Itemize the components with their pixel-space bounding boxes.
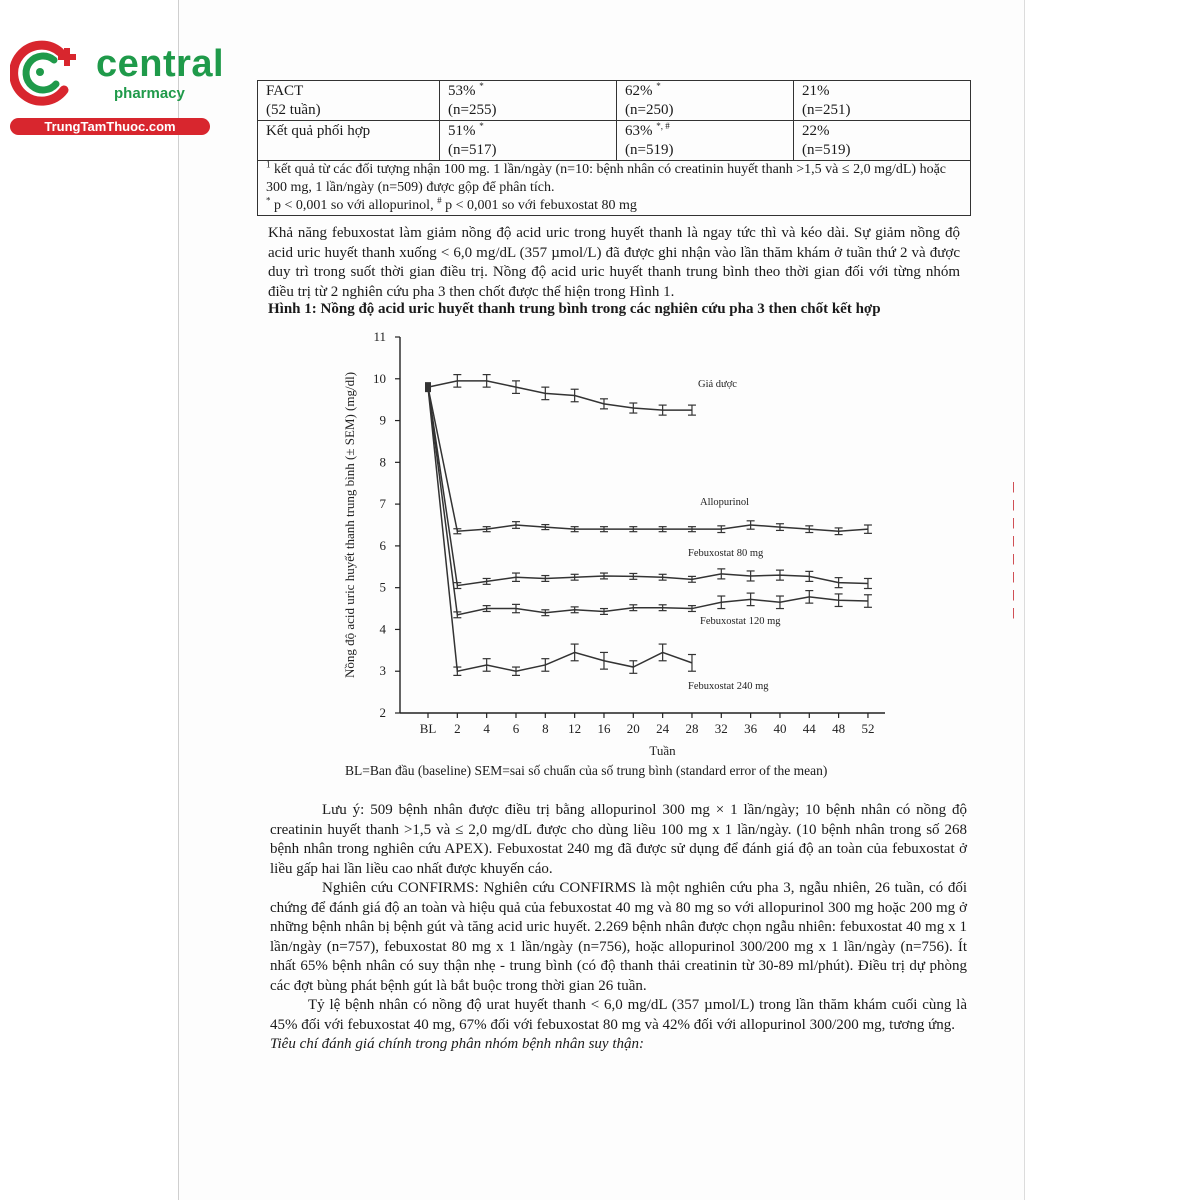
- x-tick-label: 2: [454, 721, 461, 736]
- table-row: [258, 121, 971, 161]
- cell-percent: 51%: [448, 123, 476, 139]
- x-tick-label: 24: [656, 721, 670, 736]
- x-tick-label: 52: [861, 721, 875, 736]
- x-tick-label: 40: [773, 721, 787, 736]
- cell-n: (n=519): [625, 142, 674, 158]
- row-label: FACT: [266, 83, 304, 99]
- figure-legend-note: BL=Ban đầu (baseline) SEM=sai số chuẩn của số trung bình (standard error of the mean): [345, 763, 828, 778]
- y-tick-label: 4: [379, 621, 386, 637]
- logo-url[interactable]: TrungTamThuoc.com: [10, 118, 210, 135]
- figure-title: Hình 1: Nồng độ acid uric huyết thanh trung bình trong các nghiên cứu pha 3 then chốt kết hợp: [268, 301, 881, 317]
- series-label: Febuxostat 80 mg: [688, 548, 764, 559]
- logo-subtitle: pharmacy: [114, 85, 185, 102]
- x-tick-label: 48: [832, 721, 846, 736]
- cell-n: (n=250): [625, 102, 674, 118]
- x-tick-label: 28: [685, 721, 699, 736]
- baseline-marker: [425, 382, 431, 392]
- y-tick-label: 8: [379, 454, 386, 470]
- x-tick-label: 6: [512, 721, 520, 736]
- table-cell: [440, 81, 617, 121]
- table-cell: [440, 121, 617, 161]
- y-tick-label: 10: [373, 370, 386, 386]
- uric-acid-chart: [330, 325, 900, 765]
- series-line: [428, 381, 692, 410]
- cell-percent: 62%: [625, 83, 653, 99]
- series-label: Allopurinol: [700, 497, 749, 508]
- cell-mark: *: [479, 81, 484, 91]
- cell-n: (n=519): [802, 142, 851, 158]
- x-tick-label: 4: [483, 721, 490, 736]
- body-text: [270, 801, 967, 1055]
- body-paragraph-4: Tiêu chí đánh giá chính trong phân nhóm bệnh nhân suy thận:: [270, 1036, 645, 1052]
- y-tick-label: 11: [373, 329, 386, 344]
- table-cell: [794, 81, 971, 121]
- footnote-mark: *: [266, 195, 271, 206]
- body-paragraph-1: Lưu ý: 509 bệnh nhân được điều trị bằng allopurinol 300 mg × 1 lần/ngày; 10 bệnh nhân có nồng độ creatinin huyết thanh >1,5 và ≤ 2,0 mg/dL được cho dùng liều 100 mg x 1 lần/ngày. (10 bệnh nhân trong số 268 bệnh nhân trong nghiên cứu APEX). Febuxostat 240 mg đã được sử dụng để đánh giá độ an toàn của febuxostat ở liều gấp hai lần liều cao nhất được khuyến cáo.: [270, 802, 967, 877]
- y-tick-label: 6: [379, 537, 386, 553]
- footnote-2a: p < 0,001 so với allopurinol,: [274, 198, 434, 213]
- x-tick-label: 16: [597, 721, 611, 736]
- row-label-cell: [258, 121, 440, 161]
- cell-percent: 22%: [802, 123, 830, 139]
- x-tick-label: BL: [419, 721, 437, 736]
- x-axis-label: Tuần: [649, 743, 676, 758]
- footnote-mark: 1: [266, 159, 271, 170]
- logo-mark-icon: [10, 38, 90, 108]
- cell-mark: *, #: [656, 121, 670, 131]
- y-tick-label: 7: [379, 496, 386, 512]
- cell-percent: 21%: [802, 83, 830, 99]
- table-cell: [794, 121, 971, 161]
- series-label: Febuxostat 240 mg: [688, 681, 769, 692]
- cell-mark: *: [479, 121, 484, 131]
- table-footnotes: [258, 161, 971, 216]
- footnote-2b: p < 0,001 so với febuxostat 80 mg: [445, 198, 637, 213]
- y-tick-label: 3: [379, 663, 386, 679]
- logo-brand: central: [96, 43, 225, 85]
- footnote-mark: #: [437, 195, 442, 206]
- y-tick-label: 9: [379, 412, 386, 428]
- body-paragraph-3: Tỷ lệ bệnh nhân có nồng độ urat huyết thanh < 6,0 mg/dL (357 µmol/L) trong lần thăm khám cuối cùng là 45% đối với febuxostat 40 mg, 67% đối với febuxostat 80 mg và 42% đối với allopurinol 300/200 mg, tương ứng.: [270, 997, 967, 1033]
- x-tick-label: 32: [714, 721, 728, 736]
- cell-n: (n=517): [448, 142, 497, 158]
- body-paragraph-2: Nghiên cứu CONFIRMS: Nghiên cứu CONFIRMS là một nghiên cứu pha 3, ngẫu nhiên, 26 tuần, có đối chứng để đánh giá độ an toàn và hiệu quả của febuxostat 40 mg và 80 mg so với allopurinol 300 mg hoặc 200 mg ở những bệnh nhân bị bệnh gút và tăng acid uric huyết. 2.269 bệnh nhân được chọn ngẫu nhiên: febuxostat 40 mg x 1 lần/ngày (n=757), febuxostat 80 mg x 1 lần/ngày (n=756), hoặc allopurinol 300/200 mg x 1 lần/ngày (n=756). Ít nhất 65% bệnh nhân có suy thận nhẹ - trung bình (có độ thanh thải creatinin từ 30-89 ml/phút). Điều trị dự phòng các đợt bùng phát bệnh gút là bắt buộc trong thời gian 26 tuần.: [270, 880, 967, 994]
- table-footnote-row: [258, 161, 971, 216]
- x-tick-label: 12: [568, 721, 582, 736]
- cell-n: (n=251): [802, 102, 851, 118]
- central-pharmacy-logo[interactable]: [10, 36, 225, 136]
- x-tick-label: 36: [744, 721, 758, 736]
- footnote-1: kết quả từ các đối tượng nhận 100 mg. 1 lần/ngày (n=10: bệnh nhân có creatinin huyết thanh >1,5 và ≤ 2,0 mg/dL) hoặc 300 mg, 1 lần/ngày (n=509) được gộp để phân tích.: [266, 162, 946, 195]
- row-sublabel: (52 tuần): [266, 102, 321, 118]
- results-table: [257, 80, 971, 216]
- intro-paragraph: Khả năng febuxostat làm giảm nồng độ acid uric trong huyết thanh là ngay tức thì và kéo dài. Sự giảm nồng độ acid uric huyết thanh xuống < 6,0 mg/dL (357 µmol/L) đã được ghi nhận vào lần thăm khám ở tuần thứ 2 và được duy trì trong suốt thời gian điều trị. Nồng độ acid uric huyết thanh trung bình theo thời gian đối với từng nhóm điều trị từ 2 nghiên cứu pha 3 then chốt được thể hiện trong Hình 1.: [268, 225, 960, 300]
- table-cell: [617, 121, 794, 161]
- margin-stamp-marks: | | | | | | | |: [1012, 481, 1015, 619]
- series-line: [428, 387, 868, 585]
- y-tick-label: 2: [379, 705, 386, 720]
- series-label: Giả dược: [698, 379, 737, 390]
- x-tick-label: 20: [626, 721, 640, 736]
- x-tick-label: 8: [542, 721, 549, 736]
- y-axis-label: Nồng độ acid uric huyết thanh trung bình (± SEM) (mg/dl): [342, 371, 357, 679]
- row-label: Kết quả phối hợp: [266, 123, 371, 139]
- table-row: [258, 81, 971, 121]
- row-label-cell: [258, 81, 440, 121]
- y-tick-label: 5: [379, 579, 386, 595]
- cell-n: (n=255): [448, 102, 497, 118]
- cell-percent: 53%: [448, 83, 476, 99]
- x-tick-label: 44: [802, 721, 816, 736]
- cell-mark: *: [656, 81, 661, 91]
- cell-percent: 63%: [625, 123, 653, 139]
- table-cell: [617, 81, 794, 121]
- series-label: Febuxostat 120 mg: [700, 616, 781, 627]
